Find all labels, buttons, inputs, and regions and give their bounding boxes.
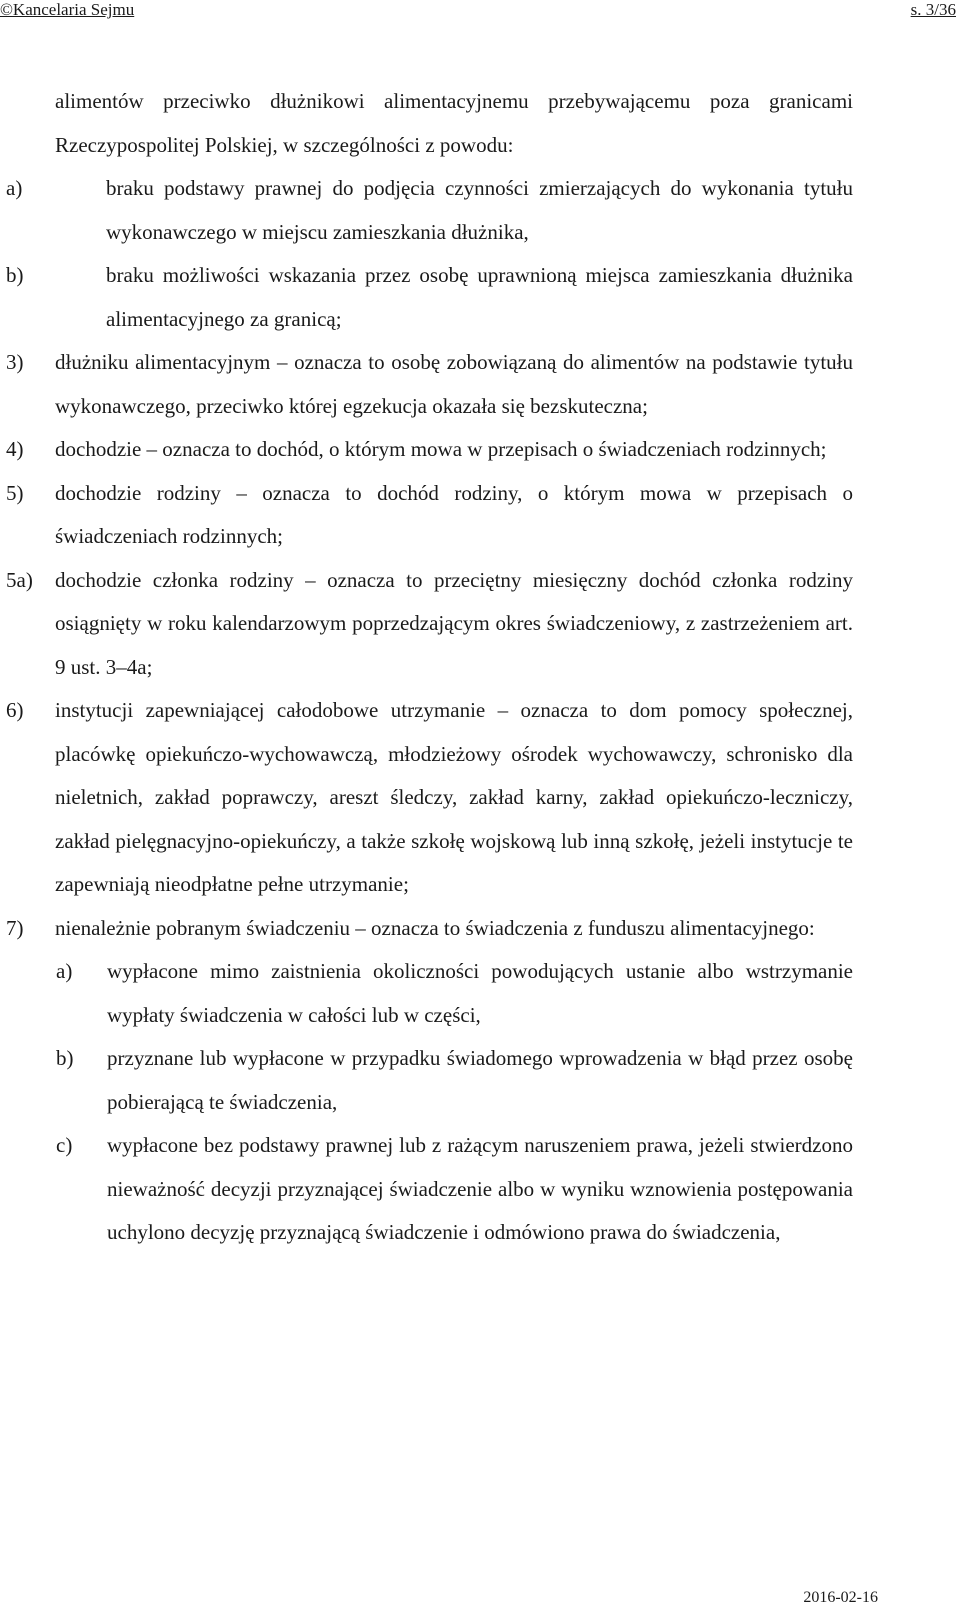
item-number: a) <box>56 959 73 983</box>
document-date: 2016-02-16 <box>803 1589 878 1606</box>
intro-item-b <box>6 254 853 341</box>
item-text: dłużniku alimentacyjnym – oznacza to osobę zobowiązaną do alimentów na podstawie tytułu wykonawczego, przeciwko której egzekucja okazała się bezskuteczna; <box>55 350 853 418</box>
item-number: 3) <box>6 350 24 374</box>
item-text: nienależnie pobranym świadczeniu – oznacza to świadczenia z funduszu alimentacyjnego: <box>55 915 815 940</box>
item-number: 7) <box>6 915 24 940</box>
item-text: dochodzie członka rodziny – oznacza to przeciętny miesięczny dochód członka rodziny osiągnięty w roku kalendarzowym poprzedzającym okres świadczeniowy, z zastrzeżeniem art. 9 ust. 3–4a; <box>55 567 853 679</box>
sub-item-a <box>56 950 853 1037</box>
definition-item-7 <box>6 907 853 951</box>
definition-item-3 <box>6 341 853 428</box>
copyright-label: ©Kancelaria Sejmu <box>0 0 135 19</box>
item-number: 5a) <box>6 567 33 592</box>
item-number: b) <box>6 263 24 287</box>
item-text: instytucji zapewniającej całodobowe utrzymanie – oznacza to dom pomocy społecznej, placówkę opiekuńczo-wychowawczą, młodzieżowy ośrodek wychowawczy, schronisko dla nieletnich, zakład poprawczy, areszt śledczy, zakład karny, zakład opiekuńczo-leczniczy, zakład pielęgnacyjno-opiekuńczy, a także szkołę wojskową lub inną szkołę, jeżeli instytucje te zapewniają nieodpłatne pełne utrzymanie; <box>55 698 853 896</box>
item-number: c) <box>56 1133 73 1157</box>
item-text: wypłacone mimo zaistnienia okoliczności powodujących ustanie albo wstrzymanie wypłaty świadczenia w całości lub w części, <box>107 959 853 1027</box>
item-text: przyznane lub wypłacone w przypadku świadomego wprowadzenia w błąd przez osobę pobierającą te świadczenia, <box>107 1046 853 1114</box>
item-text: wypłacone bez podstawy prawnej lub z rażącym naruszeniem prawa, jeżeli stwierdzono nieważność decyzji przyznającej świadczenie albo w wyniku wznowienia postępowania uchylono decyzję przyznającą świadczenie i odmówiono prawa do świadczenia, <box>107 1133 853 1244</box>
sub-item-b <box>56 1037 853 1124</box>
item-text: braku podstawy prawnej do podjęcia czynności zmierzających do wykonania tytułu wykonawczego w miejscu zamieszkania dłużnika, <box>106 176 853 244</box>
page-number: s. 3/36 <box>910 0 956 19</box>
item-number: 4) <box>6 437 24 461</box>
item-number: a) <box>6 176 23 200</box>
definition-item-5a <box>6 559 853 690</box>
intro-paragraph: alimentów przeciwko dłużnikowi alimentacyjnemu przebywającemu poza granicami Rzeczypospolitej Polskiej, w szczególności z powodu: <box>55 89 853 157</box>
definition-item-5 <box>6 472 853 559</box>
item-number: b) <box>56 1046 74 1070</box>
definition-item-6 <box>6 689 853 907</box>
document-body <box>0 80 960 1255</box>
item-number: 5) <box>6 480 24 505</box>
item-text: braku możliwości wskazania przez osobę uprawnioną miejsca zamieszkania dłużnika alimentacyjnego za granicą; <box>106 263 853 331</box>
sub-item-c <box>56 1124 853 1255</box>
page-header <box>0 0 960 20</box>
intro-item-a <box>6 167 853 254</box>
item-number: 6) <box>6 698 24 722</box>
item-text: dochodzie – oznacza to dochód, o którym mowa w przepisach o świadczeniach rodzinnych; <box>55 437 827 461</box>
item-text: dochodzie rodziny – oznacza to dochód rodziny, o którym mowa w przepisach o świadczeniach rodzinnych; <box>55 480 853 548</box>
definition-item-4 <box>6 428 853 472</box>
